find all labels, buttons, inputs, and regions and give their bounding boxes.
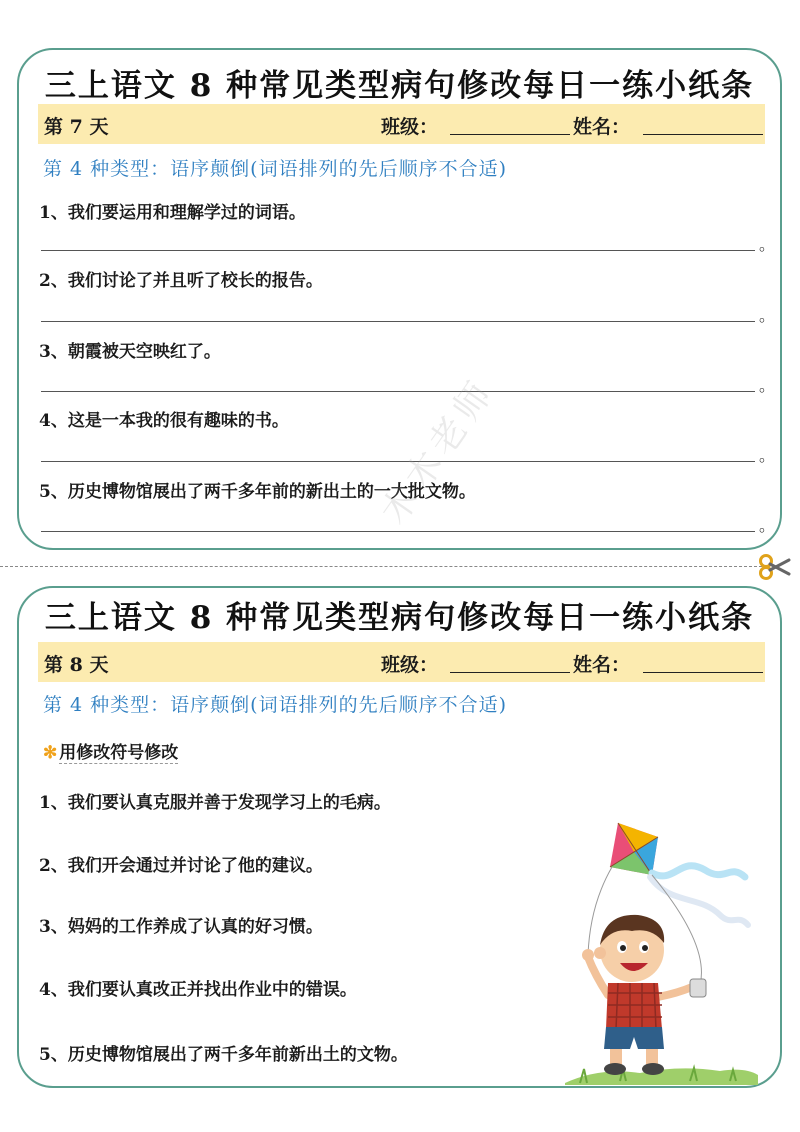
answer-line-3[interactable] xyxy=(41,391,755,392)
period-mark: 。 xyxy=(759,516,776,535)
day-label: 第 7 天 xyxy=(44,116,109,138)
question-1: 1、我们要认真克服并善于发现学习上的毛病。 xyxy=(39,793,391,813)
instruction-text: 用修改符号修改 xyxy=(59,743,179,763)
worksheet-title: 三上语文 8 种常见类型病句修改每日一练小纸条 xyxy=(44,600,755,636)
class-label: 班级： xyxy=(381,654,439,676)
period-mark: 。 xyxy=(759,306,776,325)
boy-flying-kite-illustration xyxy=(560,815,760,1089)
day-band xyxy=(38,104,765,144)
instruction xyxy=(43,738,178,763)
question-3: 3、妈妈的工作养成了认真的好习惯。 xyxy=(39,917,323,937)
question-5: 5、历史博物馆展出了两千多年前的新出土的一大批文物。 xyxy=(39,482,476,502)
name-label: 姓名： xyxy=(573,654,631,676)
period-mark: 。 xyxy=(759,235,776,254)
question-5: 5、历史博物馆展出了两千多年前新出土的文物。 xyxy=(39,1045,408,1065)
period-mark: 。 xyxy=(759,446,776,465)
class-field[interactable] xyxy=(450,672,570,673)
question-4: 4、这是一本我的很有趣味的书。 xyxy=(39,411,289,431)
day-label: 第 8 天 xyxy=(44,654,109,676)
cut-line xyxy=(0,566,762,567)
question-1: 1、我们要运用和理解学过的词语。 xyxy=(39,203,306,223)
worksheet-title: 三上语文 8 种常见类型病句修改每日一练小纸条 xyxy=(44,68,755,104)
error-type-heading: 第 4 种类型：语序颠倒(词语排列的先后顺序不合适) xyxy=(43,158,507,180)
name-label: 姓名： xyxy=(573,116,631,138)
name-field[interactable] xyxy=(643,672,763,673)
class-field[interactable] xyxy=(450,134,570,135)
name-field[interactable] xyxy=(643,134,763,135)
class-label: 班级： xyxy=(381,116,439,138)
watermark: 木木老师 xyxy=(373,370,504,532)
question-3: 3、朝霞被天空映红了。 xyxy=(39,342,221,362)
day-band xyxy=(38,642,765,682)
scissors-icon xyxy=(758,553,792,585)
question-4: 4、我们要认真改正并找出作业中的错误。 xyxy=(39,980,357,1000)
question-2: 2、我们讨论了并且听了校长的报告。 xyxy=(39,271,323,291)
question-2: 2、我们开会通过并讨论了他的建议。 xyxy=(39,856,323,876)
asterisk-star-icon: ✻ xyxy=(43,743,58,763)
period-mark: 。 xyxy=(759,376,776,395)
answer-line-2[interactable] xyxy=(41,321,755,322)
answer-line-1[interactable] xyxy=(41,250,755,251)
answer-line-5[interactable] xyxy=(41,531,755,532)
error-type-heading: 第 4 种类型：语序颠倒(词语排列的先后顺序不合适) xyxy=(43,694,507,716)
